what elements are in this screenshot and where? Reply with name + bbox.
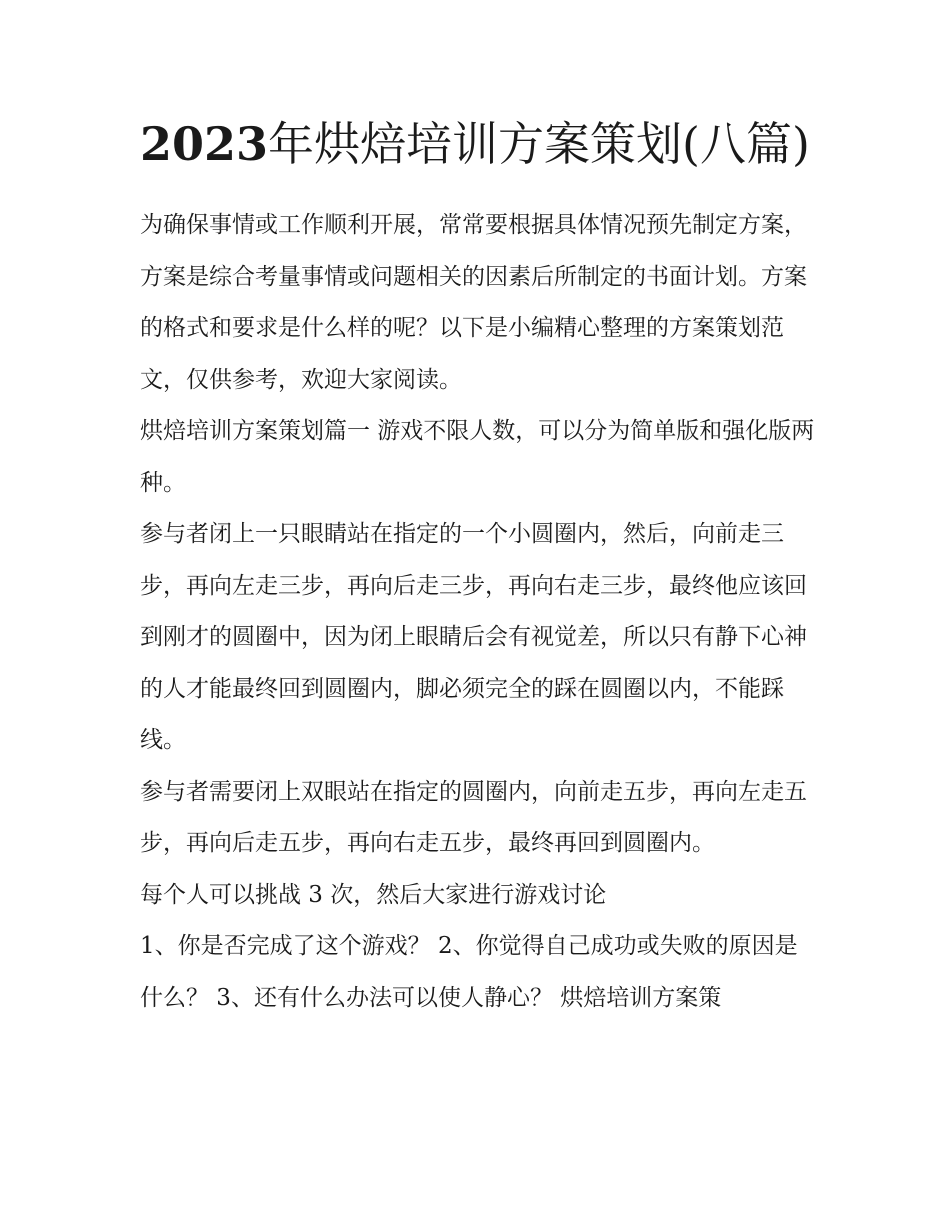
paragraph-section-one: 烘焙培训方案策划篇一 游戏不限人数，可以分为简单版和强化版两种。 xyxy=(140,418,815,496)
paragraph-advanced-version: 参与者需要闭上双眼站在指定的圆圈内，向前走五步，再向左走五步，再向后走五步，再向右走五步，最终再回到圆圈内。 xyxy=(140,778,807,856)
paragraph-intro: 为确保事情或工作顺利开展，常常要根据具体情况预先制定方案，方案是综合考量事情或问题相关的因素后所制定的书面计划。方案的格式和要求是什么样的呢？以下是小编精心整理的方案策划范文，仅供参考，欢迎大家阅读。 xyxy=(140,212,807,393)
title-text: 年烘焙培训方案策划(八篇) xyxy=(268,117,810,171)
paragraph-simple-version: 参与者闭上一只眼睛站在指定的一个小圆圈内，然后，向前走三步，再向左走三步，再向后走三步，再向右走三步，最终他应该回到刚才的圆圈中，因为闭上眼睛后会有视觉差，所以只有静下心神的人才能最终回到圆圈内，脚必须完全的踩在圆圈以内，不能踩线。 xyxy=(140,521,807,753)
document-body xyxy=(140,112,820,1024)
paragraph-discussion: 1、你是否完成了这个游戏？ 2、你觉得自己成功或失败的原因是什么？ 3、还有什么办法可以使人静心？ 烘焙培训方案策 xyxy=(140,933,798,1011)
document-title xyxy=(140,112,820,176)
paragraph-challenge: 每个人可以挑战 3 次，然后大家进行游戏讨论 xyxy=(140,881,607,908)
title-year: 2023 xyxy=(140,117,269,171)
